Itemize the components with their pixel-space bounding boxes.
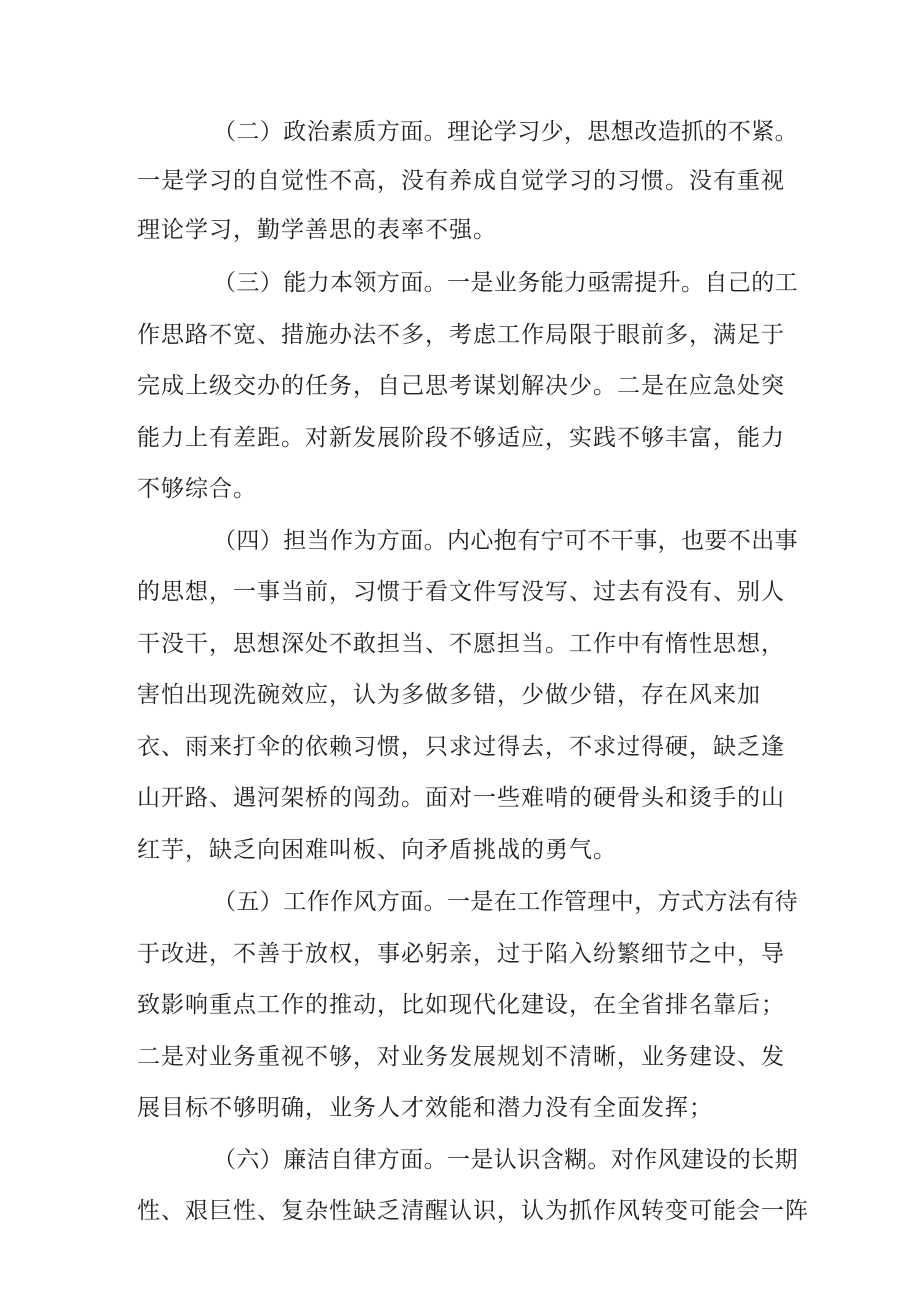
paragraph-4-line-7: 红芋，缺乏向困难叫板、向矛盾挑战的勇气。 — [137, 837, 617, 863]
paragraph-4-line-3: 干没干，思想深处不敢担当、不愿担当。工作中有惰性思想， — [137, 631, 785, 657]
paragraph-4-line-1: （四）担当作为方面。内心抱有宁可不干事，也要不出事 — [213, 528, 798, 554]
paragraph-3-line-4: 能力上有差距。对新发展阶段不够适应，实践不够丰富，能力 — [137, 425, 785, 451]
paragraph-3-line-3: 完成上级交办的任务，自己思考谋划解决少。二是在应急处突 — [137, 373, 785, 399]
paragraph-6-line-2: 性、艰巨性、复杂性缺乏清醒认识，认为抓作风转变可能会一阵 — [137, 1198, 809, 1224]
paragraph-4-line-2: 的思想，一事当前，习惯于看文件写没写、过去有没有、别人 — [137, 579, 785, 605]
paragraph-3-line-5: 不够综合。 — [137, 476, 257, 502]
paragraph-5-line-3: 致影响重点工作的推动，比如现代化建设，在全省排名靠后； — [137, 992, 785, 1018]
paragraph-3-line-1: （三）能力本领方面。一是业务能力亟需提升。自己的工 — [213, 270, 798, 296]
paragraph-5-line-4: 二是对业务重视不够，对业务发展规划不清晰，业务建设、发 — [137, 1044, 785, 1070]
paragraph-2-line-2: 一是学习的自觉性不高，没有养成自觉学习的习惯。没有重视 — [137, 168, 785, 194]
paragraph-2-line-3: 理论学习，勤学善思的表率不强。 — [137, 217, 497, 243]
paragraph-4-line-4: 害怕出现洗碗效应，认为多做多错，少做少错，存在风来加 — [137, 682, 761, 708]
paragraph-6-line-1: （六）廉洁自律方面。一是认识含糊。对作风建设的长期 — [213, 1147, 798, 1173]
paragraph-3-line-2: 作思路不宽、措施办法不多，考虑工作局限于眼前多，满足于 — [137, 322, 785, 348]
paragraph-4-line-6: 山开路、遇河架桥的闯劲。面对一些难啃的硬骨头和烫手的山 — [137, 785, 785, 811]
paragraph-5-line-2: 于改进，不善于放权，事必躬亲，过于陷入纷繁细节之中，导 — [137, 941, 785, 967]
paragraph-5-line-1: （五）工作作风方面。一是在工作管理中，方式方法有待 — [213, 889, 798, 915]
paragraph-5-line-5: 展目标不够明确，业务人才效能和潜力没有全面发挥； — [137, 1095, 713, 1121]
paragraph-4-line-5: 衣、雨来打伞的依赖习惯，只求过得去，不求过得硬，缺乏逢 — [137, 734, 785, 760]
paragraph-2-line-1: （二）政治素质方面。理论学习少，思想改造抓的不紧。 — [213, 119, 798, 145]
